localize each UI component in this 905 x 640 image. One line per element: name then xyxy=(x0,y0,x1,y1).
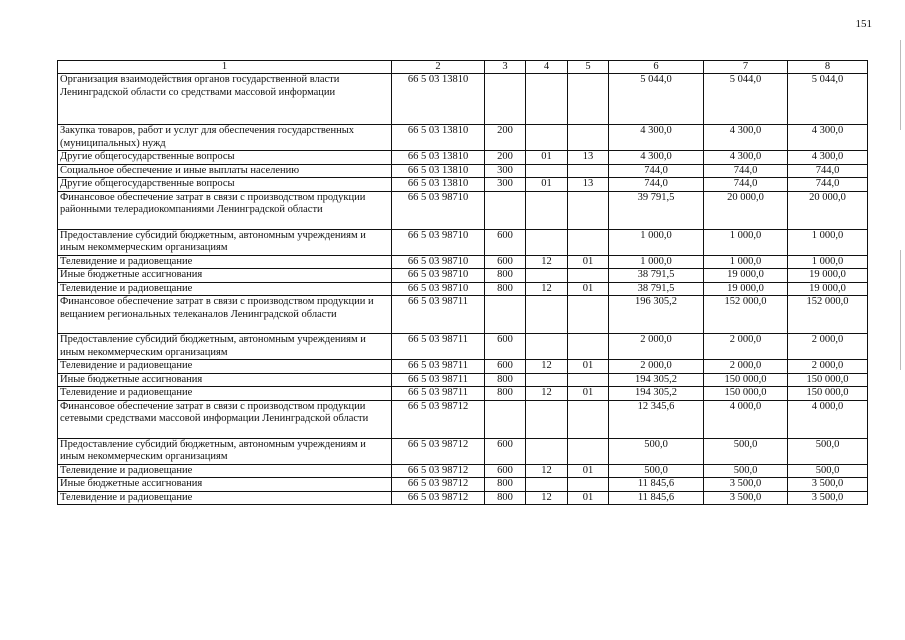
row-subsection-cell xyxy=(568,438,609,464)
row-amount-cell: 38 791,5 xyxy=(609,282,704,296)
row-amount-cell: 500,0 xyxy=(788,464,868,478)
row-amount-cell: 4 300,0 xyxy=(609,125,704,151)
row-code-cell: 66 5 03 98712 xyxy=(392,478,485,492)
row-amount-cell: 744,0 xyxy=(609,164,704,178)
row-code-cell: 66 5 03 98711 xyxy=(392,296,485,334)
row-subsection-cell: 01 xyxy=(568,491,609,505)
row-subsection-cell xyxy=(568,229,609,255)
row-code-cell: 66 5 03 98711 xyxy=(392,334,485,360)
row-name-cell: Телевидение и радиовещание xyxy=(58,464,392,478)
row-name-cell: Предоставление субсидий бюджетным, автономным учреждениям и иным некоммерческим организациям xyxy=(58,438,392,464)
row-section-cell xyxy=(526,373,568,387)
row-name-cell: Финансовое обеспечение затрат в связи с производством продукции сетевыми средствами массовой информации Ленинградской области xyxy=(58,400,392,438)
column-header: 7 xyxy=(704,61,788,74)
row-code-cell: 66 5 03 98710 xyxy=(392,229,485,255)
column-header: 4 xyxy=(526,61,568,74)
row-amount-cell: 20 000,0 xyxy=(704,191,788,229)
row-name-cell: Другие общегосударственные вопросы xyxy=(58,178,392,192)
row-amount-cell: 12 345,6 xyxy=(609,400,704,438)
row-amount-cell: 19 000,0 xyxy=(788,269,868,283)
row-amount-cell: 20 000,0 xyxy=(788,191,868,229)
column-header: 8 xyxy=(788,61,868,74)
table-row xyxy=(58,373,868,387)
row-amount-cell: 1 000,0 xyxy=(704,255,788,269)
row-amount-cell: 196 305,2 xyxy=(609,296,704,334)
row-subsection-cell xyxy=(568,125,609,151)
scan-edge-mark xyxy=(900,40,901,130)
row-code-cell: 66 5 03 98712 xyxy=(392,491,485,505)
row-expense-type-cell: 800 xyxy=(485,269,526,283)
row-subsection-cell xyxy=(568,269,609,283)
row-section-cell: 12 xyxy=(526,255,568,269)
row-amount-cell: 500,0 xyxy=(788,438,868,464)
row-code-cell: 66 5 03 13810 xyxy=(392,125,485,151)
row-code-cell: 66 5 03 13810 xyxy=(392,178,485,192)
table-row xyxy=(58,387,868,401)
row-code-cell: 66 5 03 98710 xyxy=(392,269,485,283)
row-code-cell: 66 5 03 98712 xyxy=(392,464,485,478)
row-expense-type-cell: 200 xyxy=(485,125,526,151)
row-expense-type-cell xyxy=(485,296,526,334)
row-name-cell: Телевидение и радиовещание xyxy=(58,255,392,269)
table-row xyxy=(58,464,868,478)
row-code-cell: 66 5 03 13810 xyxy=(392,151,485,165)
row-expense-type-cell: 300 xyxy=(485,178,526,192)
row-subsection-cell xyxy=(568,191,609,229)
row-amount-cell: 194 305,2 xyxy=(609,387,704,401)
table-row xyxy=(58,255,868,269)
row-amount-cell: 4 300,0 xyxy=(704,125,788,151)
table-row xyxy=(58,164,868,178)
row-name-cell: Иные бюджетные ассигнования xyxy=(58,269,392,283)
row-name-cell: Финансовое обеспечение затрат в связи с производством продукции районными телерадиокомпаниями Ленинградской области xyxy=(58,191,392,229)
row-subsection-cell: 13 xyxy=(568,151,609,165)
row-amount-cell: 2 000,0 xyxy=(788,360,868,374)
row-code-cell: 66 5 03 98710 xyxy=(392,282,485,296)
row-amount-cell: 5 044,0 xyxy=(704,74,788,125)
row-amount-cell: 150 000,0 xyxy=(704,387,788,401)
row-section-cell: 12 xyxy=(526,491,568,505)
row-amount-cell: 152 000,0 xyxy=(788,296,868,334)
row-name-cell: Другие общегосударственные вопросы xyxy=(58,151,392,165)
row-amount-cell: 38 791,5 xyxy=(609,269,704,283)
row-amount-cell: 500,0 xyxy=(609,464,704,478)
row-amount-cell: 19 000,0 xyxy=(704,269,788,283)
row-section-cell: 12 xyxy=(526,387,568,401)
row-amount-cell: 11 845,6 xyxy=(609,491,704,505)
row-amount-cell: 1 000,0 xyxy=(609,229,704,255)
row-subsection-cell: 01 xyxy=(568,464,609,478)
row-amount-cell: 1 000,0 xyxy=(788,229,868,255)
table-row xyxy=(58,229,868,255)
row-section-cell: 12 xyxy=(526,282,568,296)
row-subsection-cell xyxy=(568,74,609,125)
row-section-cell xyxy=(526,438,568,464)
table-row xyxy=(58,400,868,438)
row-subsection-cell xyxy=(568,296,609,334)
row-amount-cell: 152 000,0 xyxy=(704,296,788,334)
row-expense-type-cell: 600 xyxy=(485,229,526,255)
row-name-cell: Иные бюджетные ассигнования xyxy=(58,478,392,492)
row-section-cell: 01 xyxy=(526,178,568,192)
row-amount-cell: 150 000,0 xyxy=(788,373,868,387)
table-row xyxy=(58,191,868,229)
table-body xyxy=(58,74,868,505)
row-amount-cell: 1 000,0 xyxy=(788,255,868,269)
row-expense-type-cell: 200 xyxy=(485,151,526,165)
row-amount-cell: 3 500,0 xyxy=(788,478,868,492)
row-amount-cell: 4 300,0 xyxy=(788,151,868,165)
row-expense-type-cell: 800 xyxy=(485,478,526,492)
scan-edge-mark xyxy=(900,250,901,370)
row-code-cell: 66 5 03 13810 xyxy=(392,74,485,125)
row-code-cell: 66 5 03 98711 xyxy=(392,373,485,387)
row-subsection-cell xyxy=(568,334,609,360)
row-amount-cell: 3 500,0 xyxy=(788,491,868,505)
row-expense-type-cell: 800 xyxy=(485,373,526,387)
row-name-cell: Закупка товаров, работ и услуг для обеспечения государственных (муниципальных) нужд xyxy=(58,125,392,151)
table-row xyxy=(58,178,868,192)
row-code-cell: 66 5 03 98710 xyxy=(392,191,485,229)
row-code-cell: 66 5 03 98711 xyxy=(392,387,485,401)
row-expense-type-cell: 800 xyxy=(485,491,526,505)
table-row xyxy=(58,334,868,360)
row-amount-cell: 744,0 xyxy=(788,178,868,192)
row-name-cell: Организация взаимодействия органов государственной власти Ленинградской области со средствами массовой информации xyxy=(58,74,392,125)
row-subsection-cell: 01 xyxy=(568,360,609,374)
row-name-cell: Социальное обеспечение и иные выплаты населению xyxy=(58,164,392,178)
row-name-cell: Телевидение и радиовещание xyxy=(58,491,392,505)
row-amount-cell: 4 300,0 xyxy=(609,151,704,165)
row-subsection-cell: 01 xyxy=(568,282,609,296)
row-amount-cell: 150 000,0 xyxy=(704,373,788,387)
row-section-cell xyxy=(526,125,568,151)
row-amount-cell: 3 500,0 xyxy=(704,478,788,492)
row-amount-cell: 19 000,0 xyxy=(704,282,788,296)
row-amount-cell: 11 845,6 xyxy=(609,478,704,492)
row-expense-type-cell xyxy=(485,74,526,125)
row-amount-cell: 744,0 xyxy=(704,178,788,192)
page-number: 151 xyxy=(855,18,872,30)
column-header: 2 xyxy=(392,61,485,74)
row-section-cell xyxy=(526,229,568,255)
row-name-cell: Предоставление субсидий бюджетным, автономным учреждениям и иным некоммерческим организациям xyxy=(58,229,392,255)
row-expense-type-cell: 800 xyxy=(485,282,526,296)
budget-table xyxy=(57,60,868,505)
row-section-cell xyxy=(526,334,568,360)
row-amount-cell: 4 000,0 xyxy=(704,400,788,438)
row-expense-type-cell: 600 xyxy=(485,334,526,360)
row-name-cell: Телевидение и радиовещание xyxy=(58,282,392,296)
row-code-cell: 66 5 03 98711 xyxy=(392,360,485,374)
row-section-cell xyxy=(526,400,568,438)
row-name-cell: Предоставление субсидий бюджетным, автономным учреждениям и иным некоммерческим организациям xyxy=(58,334,392,360)
table-row xyxy=(58,296,868,334)
row-amount-cell: 2 000,0 xyxy=(609,334,704,360)
column-header: 1 xyxy=(58,61,392,74)
table-row xyxy=(58,360,868,374)
table-row xyxy=(58,478,868,492)
row-expense-type-cell xyxy=(485,191,526,229)
row-amount-cell: 19 000,0 xyxy=(788,282,868,296)
row-expense-type-cell: 600 xyxy=(485,360,526,374)
row-amount-cell: 744,0 xyxy=(609,178,704,192)
row-name-cell: Финансовое обеспечение затрат в связи с производством продукции и вещанием региональных телеканалов Ленинградской области xyxy=(58,296,392,334)
row-amount-cell: 744,0 xyxy=(788,164,868,178)
row-section-cell xyxy=(526,478,568,492)
table-row xyxy=(58,125,868,151)
row-name-cell: Телевидение и радиовещание xyxy=(58,360,392,374)
row-code-cell: 66 5 03 98712 xyxy=(392,438,485,464)
row-amount-cell: 4 000,0 xyxy=(788,400,868,438)
row-amount-cell: 2 000,0 xyxy=(704,360,788,374)
row-amount-cell: 4 300,0 xyxy=(704,151,788,165)
row-amount-cell: 2 000,0 xyxy=(704,334,788,360)
row-amount-cell: 3 500,0 xyxy=(704,491,788,505)
row-expense-type-cell xyxy=(485,400,526,438)
row-section-cell xyxy=(526,164,568,178)
table-row xyxy=(58,438,868,464)
table-row xyxy=(58,491,868,505)
row-subsection-cell: 01 xyxy=(568,387,609,401)
row-amount-cell: 500,0 xyxy=(609,438,704,464)
row-expense-type-cell: 600 xyxy=(485,255,526,269)
table-row xyxy=(58,74,868,125)
row-code-cell: 66 5 03 98712 xyxy=(392,400,485,438)
row-code-cell: 66 5 03 98710 xyxy=(392,255,485,269)
row-section-cell: 12 xyxy=(526,360,568,374)
row-amount-cell: 1 000,0 xyxy=(704,229,788,255)
row-section-cell xyxy=(526,269,568,283)
row-code-cell: 66 5 03 13810 xyxy=(392,164,485,178)
row-amount-cell: 150 000,0 xyxy=(788,387,868,401)
row-amount-cell: 2 000,0 xyxy=(788,334,868,360)
row-section-cell xyxy=(526,74,568,125)
column-header: 6 xyxy=(609,61,704,74)
column-header: 5 xyxy=(568,61,609,74)
row-amount-cell: 500,0 xyxy=(704,438,788,464)
row-amount-cell: 5 044,0 xyxy=(609,74,704,125)
row-expense-type-cell: 800 xyxy=(485,387,526,401)
column-header: 3 xyxy=(485,61,526,74)
row-amount-cell: 2 000,0 xyxy=(609,360,704,374)
row-amount-cell: 194 305,2 xyxy=(609,373,704,387)
row-amount-cell: 39 791,5 xyxy=(609,191,704,229)
row-subsection-cell: 01 xyxy=(568,255,609,269)
row-section-cell xyxy=(526,191,568,229)
row-subsection-cell: 13 xyxy=(568,178,609,192)
row-subsection-cell xyxy=(568,400,609,438)
row-expense-type-cell: 300 xyxy=(485,164,526,178)
row-section-cell: 01 xyxy=(526,151,568,165)
row-expense-type-cell: 600 xyxy=(485,464,526,478)
row-name-cell: Телевидение и радиовещание xyxy=(58,387,392,401)
row-amount-cell: 4 300,0 xyxy=(788,125,868,151)
row-subsection-cell xyxy=(568,373,609,387)
table-row xyxy=(58,151,868,165)
row-name-cell: Иные бюджетные ассигнования xyxy=(58,373,392,387)
row-section-cell xyxy=(526,296,568,334)
row-amount-cell: 1 000,0 xyxy=(609,255,704,269)
row-subsection-cell xyxy=(568,164,609,178)
row-subsection-cell xyxy=(568,478,609,492)
row-expense-type-cell: 600 xyxy=(485,438,526,464)
row-section-cell: 12 xyxy=(526,464,568,478)
row-amount-cell: 744,0 xyxy=(704,164,788,178)
header-row xyxy=(58,61,868,74)
table-row xyxy=(58,269,868,283)
row-amount-cell: 500,0 xyxy=(704,464,788,478)
table-row xyxy=(58,282,868,296)
row-amount-cell: 5 044,0 xyxy=(788,74,868,125)
